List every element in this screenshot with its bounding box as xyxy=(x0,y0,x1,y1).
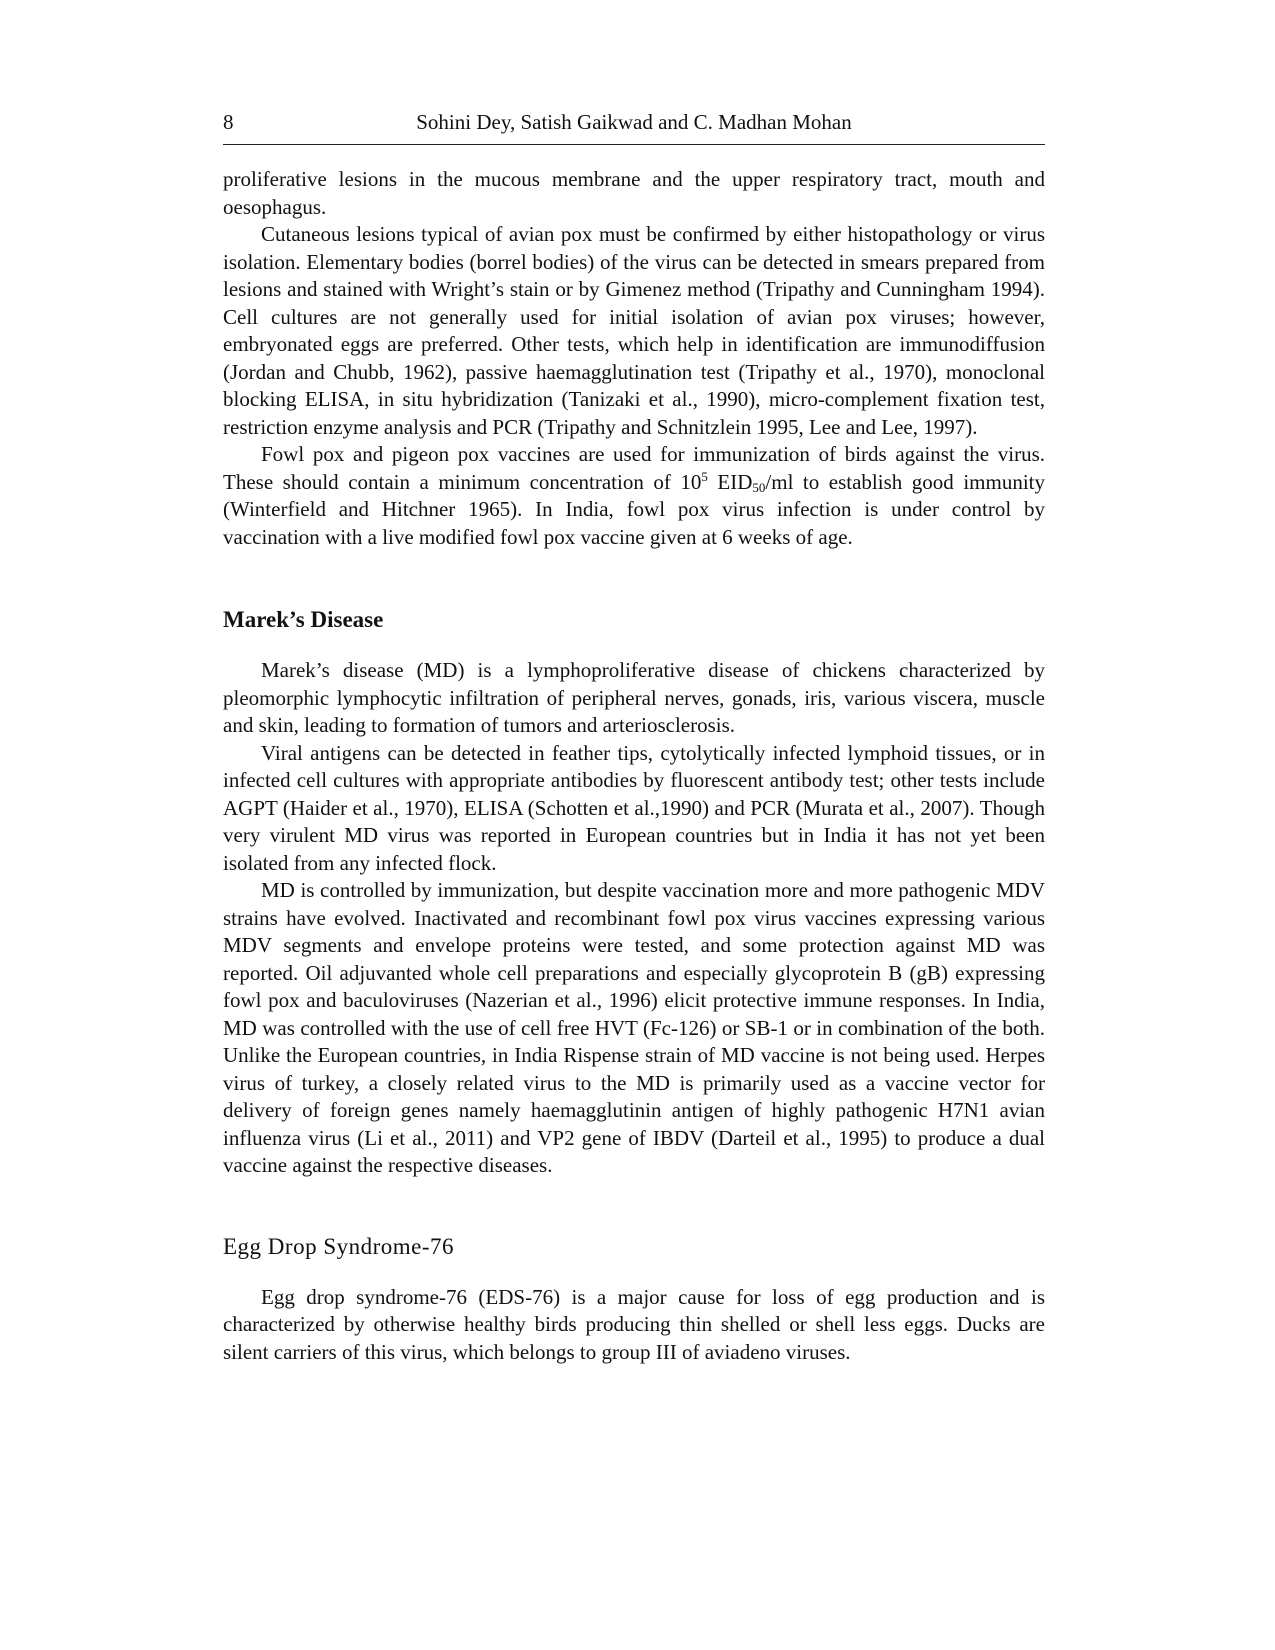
running-head: Sohini Dey, Satish Gaikwad and C. Madhan Mohan xyxy=(416,110,852,134)
page-header xyxy=(223,106,1045,138)
section-spacer xyxy=(223,1180,1045,1232)
section-heading-egg-drop-syndrome: Egg Drop Syndrome-76 xyxy=(223,1233,455,1259)
paragraph-mareks-control: MD is controlled by immunization, but despite vaccination more and more pathogenic MDV strains have evolved. Inactivated and recombinant fowl pox virus vaccines expressing various MDV segments and envelope proteins were tested, and some protection against MD was reported. Oil adjuvanted whole cell preparations and especially glycoprotein B (gB) expressing fowl pox and baculoviruses (Nazerian et al., 1996) elicit protective immune responses. In India, MD was controlled with the use of cell free HVT (Fc-126) or SB-1 or in combination of the both. Unlike the European countries, in India Rispense strain of MD vaccine is not being used. Herpes virus of turkey, a closely related virus to the MD is primarily used as a vaccine vector for delivery of foreign genes namely haemagglutinin antigen of highly pathogenic H7N1 avian influenza virus (Li et al., 2011) and VP2 gene of IBDV (Darteil et al., 1995) to produce a dual vaccine against the respective diseases. xyxy=(223,878,1045,1177)
subscript: 50 xyxy=(752,479,766,495)
heading-spacer xyxy=(223,635,1045,657)
page-body xyxy=(223,166,1045,1366)
header-divider xyxy=(223,144,1045,145)
paragraph-avian-pox-vaccines xyxy=(223,441,1045,551)
section-heading-mareks-disease: Marek’s Disease xyxy=(223,607,384,632)
paragraph-eds-definition: Egg drop syndrome-76 (EDS-76) is a major cause for loss of egg production and is characterized by otherwise healthy birds producing thin shelled or shell less eggs. Ducks are silent carriers of this virus, which belongs to group III of aviadeno viruses. xyxy=(223,1284,1045,1364)
page-number: 8 xyxy=(223,110,234,134)
heading-spacer xyxy=(223,1262,1045,1284)
paragraph-avian-pox-lesions: proliferative lesions in the mucous membrane and the upper respiratory tract, mouth and oesophagus. xyxy=(223,167,1045,219)
text-run: Fowl pox and pigeon pox vaccines are used for immunization of birds against the virus. These should contain a minimum concentration of 10 xyxy=(223,442,1045,494)
paragraph-mareks-diagnosis: Viral antigens can be detected in feather tips, cytolytically infected lymphoid tissues, or in infected cell cultures with appropriate antibodies by fluorescent antibody test; other tests include AGPT (Haider et al., 1970), ELISA (Schotten et al.,1990) and PCR (Murata et al., 2007). Though very virulent MD virus was reported in European countries but in India it has not yet been isolated from any infected flock. xyxy=(223,740,1045,875)
paragraph-avian-pox-diagnosis: Cutaneous lesions typical of avian pox must be confirmed by either histopathology or virus isolation. Elementary bodies (borrel bodies) of the virus can be detected in smears prepared from lesions and stained with Wright’s stain or by Gimenez method (Tripathy and Cunningham 1994). Cell cultures are not generally used for initial isolation of avian pox viruses; however, embryonated eggs are preferred. Other tests, which help in identification are immunodiffusion (Jordan and Chubb, 1962), passive haemagglutination test (Tripathy et al., 1970), monoclonal blocking ELISA, in situ hybridization (Tanizaki et al., 1990), micro-complement fixation test, restriction enzyme analysis and PCR (Tripathy and Schnitzlein 1995, Lee and Lee, 1997). xyxy=(223,222,1045,439)
superscript: 5 xyxy=(701,468,708,484)
text-run: EID xyxy=(707,469,753,494)
text-run: /ml to establish good immunity (Winterfield and Hitchner 1965). In India, fowl pox virus infection is under control by vaccination with a live modified fowl pox vaccine given at 6 weeks of age. xyxy=(223,469,1045,549)
paragraph-mareks-definition: Marek’s disease (MD) is a lymphoproliferative disease of chickens characterized by pleomorphic lymphocytic infiltration of peripheral nerves, gonads, iris, various viscera, muscle and skin, leading to formation of tumors and arteriosclerosis. xyxy=(223,658,1045,737)
section-spacer xyxy=(223,551,1045,605)
